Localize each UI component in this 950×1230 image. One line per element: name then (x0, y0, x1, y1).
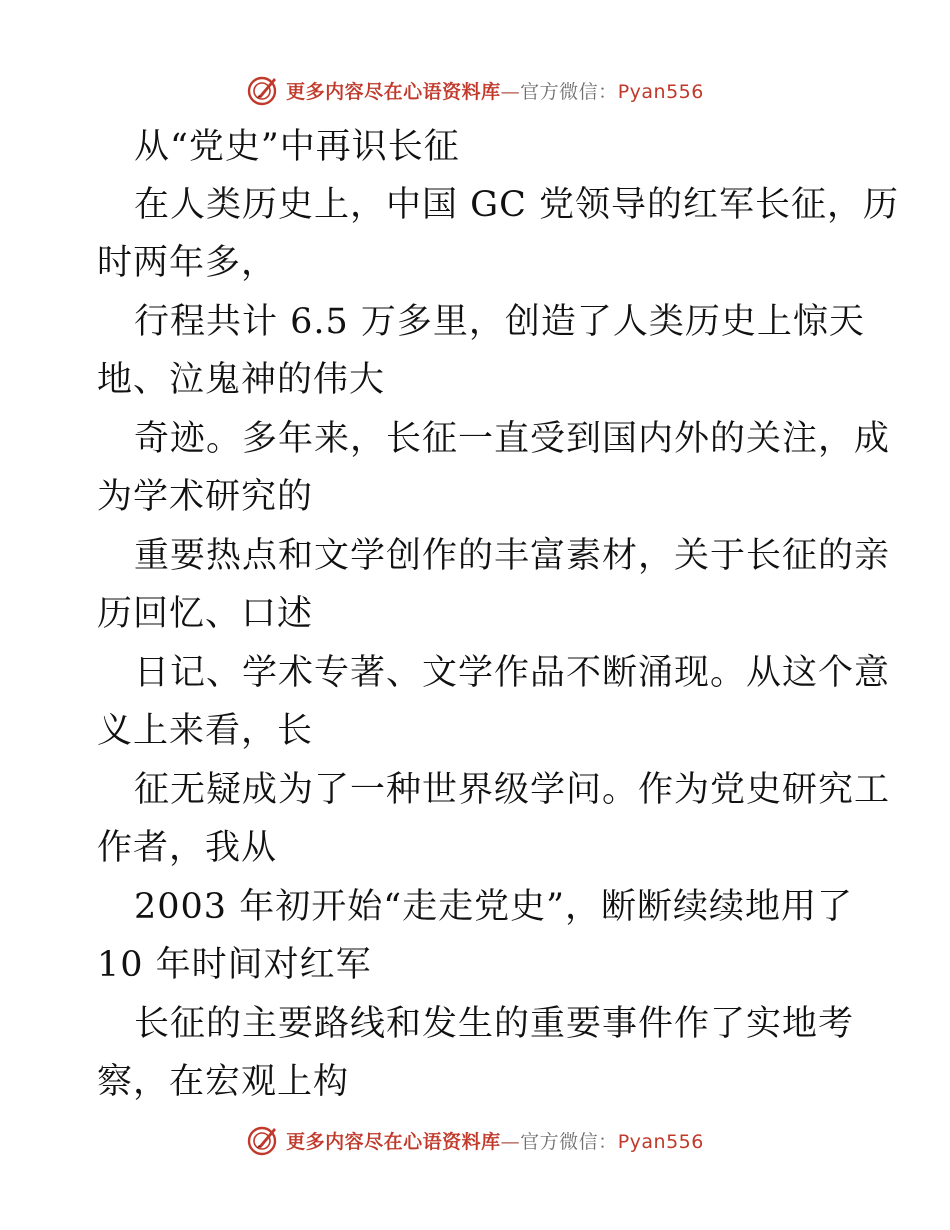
text-line: 征无疑成为了一种世界级学问。作为党史研究工 (134, 770, 891, 810)
text-line: 2003 年初开始“走走党史”，断断续续地用了 (134, 887, 853, 927)
text-line: 察，在宏观上构 (97, 1062, 350, 1102)
header-banner-inner (246, 73, 704, 107)
text-line: 在人类历史上，中国 GC 党领导的红军长征，历 (134, 185, 899, 225)
footer-wechat-id: Pyan556 (617, 1130, 704, 1153)
text-line: 时两年多， (97, 243, 278, 283)
header-brand-text: 更多内容尽在心语资料库 (286, 80, 501, 103)
text-line: 为学术研究的 (97, 477, 314, 517)
quill-logo-icon (246, 1123, 280, 1157)
footer-banner (0, 1120, 950, 1160)
header-banner (0, 70, 950, 110)
text-line: 日记、学术专著、文学作品不断涌现。从这个意 (134, 653, 891, 693)
text-line: 重要热点和文学创作的丰富素材，关于长征的亲 (134, 536, 891, 576)
footer-banner-inner (246, 1123, 704, 1157)
quill-logo-icon (246, 73, 280, 107)
text-line: 奇迹。多年来，长征一直受到国内外的关注，成 (134, 419, 891, 459)
footer-brand-text: 更多内容尽在心语资料库 (286, 1130, 501, 1153)
header-dash: — (500, 80, 521, 103)
text-line: 长征的主要路线和发生的重要事件作了实地考 (134, 1004, 855, 1044)
text-line: 义上来看，长 (97, 711, 314, 751)
header-banner-text (286, 77, 704, 104)
text-line: 行程共计 6.5 万多里，创造了人类历史上惊天 (134, 302, 865, 342)
footer-banner-text (286, 1127, 704, 1154)
header-wechat-label: 官方微信： (520, 80, 618, 103)
footer-dash: — (500, 1130, 521, 1153)
document-title: 从“党史”中再识长征 (134, 127, 460, 167)
footer-wechat-label: 官方微信： (520, 1130, 618, 1153)
text-line: 10 年时间对红军 (97, 945, 372, 985)
text-line: 地、泣鬼神的伟大 (97, 360, 386, 400)
text-line: 历回忆、口述 (97, 594, 314, 634)
header-wechat-id: Pyan556 (617, 80, 704, 103)
text-line: 作者，我从 (97, 828, 278, 868)
